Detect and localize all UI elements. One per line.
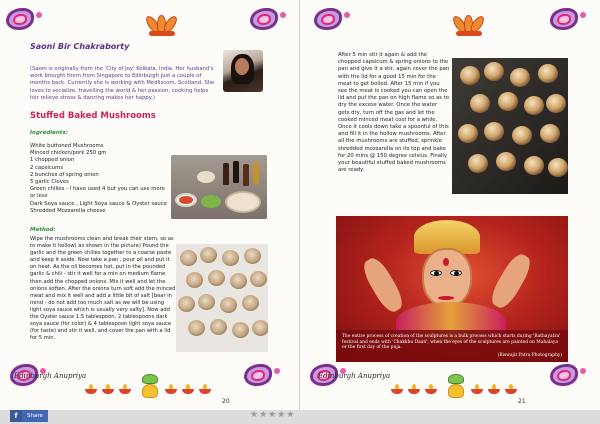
list-item: Minced chicken/pork 250 gm bbox=[30, 150, 107, 157]
share-label: Share bbox=[22, 410, 48, 422]
photo-caption-text: The entire process of creation of the sculptures is a bulk process which starts during 'Rathayatra' festival and ends with 'Chakkhu Daan', when the eyes of the sculptures are painted on Mahalaya or the first day of the puja. bbox=[342, 333, 561, 351]
ingredients-list bbox=[30, 143, 170, 215]
list-item: White buttoned Mushrooms bbox=[30, 143, 104, 149]
diya-icon bbox=[487, 384, 501, 394]
method-text: Wipe the mushrooms clean and break their stem, so as to make it hollow( as shown in the picture) Pound the garlic and the green chilies together to a coarse paste and keep it aside. Now take a pan , pour oil and put it on heat. As the oil becomes hot, put in the pounded garlic & chili - stir it well for a min on medium flame then add the chopped onions. Mix it well and let the onions soften. After the onions turn soft add the minced meat and mix it well and add a little bit of salt [bear in mind - do not add too much salt as we will be using light soya sauce which is usually very salty]. Now add the Oyster sauce 1.5 tablespoon, 2 tablespoons dark soya sauce (for color) & 4 tablespoon light soya sauce (for taste) and stir it well, and cover the pan with a lid for 5 min. bbox=[30, 236, 176, 342]
diya-icon bbox=[164, 384, 178, 394]
list-item: 1 chopped onion bbox=[30, 157, 75, 164]
photo-credit: (Biswajit Patra Photography) bbox=[497, 353, 562, 359]
diya-icon bbox=[504, 384, 518, 394]
paisley-ornament-icon bbox=[10, 364, 52, 398]
paisley-ornament-icon bbox=[250, 8, 292, 42]
diya-border bbox=[470, 384, 518, 394]
left-page bbox=[0, 0, 300, 410]
paisley-ornament-icon bbox=[244, 364, 286, 398]
diya-border bbox=[390, 384, 438, 394]
diya-icon bbox=[390, 384, 404, 394]
list-item: 2 bunches of spring onion bbox=[30, 171, 99, 178]
list-item: Dark Soya sauce , Light Soya sauce & Oyster sauce bbox=[30, 200, 167, 207]
diya-icon bbox=[118, 384, 132, 394]
rating-stars[interactable]: ★★★★★ bbox=[250, 410, 296, 420]
bell-ornament-icon bbox=[446, 374, 466, 404]
list-item: 2 capsicums bbox=[30, 164, 63, 171]
lotus-ornament-icon bbox=[145, 10, 179, 36]
diya-icon bbox=[407, 384, 421, 394]
diya-border bbox=[164, 384, 212, 394]
facebook-icon: f bbox=[10, 410, 22, 422]
baked-mushrooms-photo bbox=[452, 58, 568, 194]
list-item: Shredded Mozzarella cheese bbox=[30, 207, 106, 214]
ingredients-heading: Ingredients: bbox=[30, 130, 68, 136]
bell-ornament-icon bbox=[140, 374, 160, 404]
hollow-mushrooms-photo bbox=[176, 244, 268, 352]
list-item: 5 garlic Cloves bbox=[30, 179, 69, 186]
right-page bbox=[300, 0, 600, 410]
diya-icon bbox=[198, 384, 212, 394]
facebook-share-button[interactable] bbox=[10, 410, 48, 422]
footer-logo: Edinburgh Anupriya bbox=[14, 372, 87, 380]
diya-icon bbox=[84, 384, 98, 394]
recipe-title: Stuffed Baked Mushrooms bbox=[30, 111, 156, 121]
author-portrait bbox=[223, 50, 263, 92]
author-bio: (Saoni is originally from the 'City of Joy' Kolkata, India. Her husband's work brought them from Singapore to Edinburgh just a couple of months back. Currently she is working with Medliscom, Scotland. She loves to socialize, travelling the world & her passion, cooking helps her relieve stress & dancing makes her happy.) bbox=[30, 66, 215, 101]
page-number: 21 bbox=[518, 398, 526, 405]
method-continuation: After 5 min stir it again & add the chopped capsicum & spring onions to the pan and give it a stir, again cover the pan with the lid for a good 15 min for the meat to get boiled. After 15 min if you see the meat is cooked you can open the lid and put the pan on high flame so as to dry the excess water. Once the water gets dry, turn off the gas and let the cooked minced meat cool for a while. Once it cools down take a spoonful of this and fill it in the hollow mushrooms. After all the mushrooms are stuffed, sprinkle shredded mozzarella on its top and bake for 20 mins @ 150 degree celsius. Finally your beautiful stuffed baked mushrooms are ready. bbox=[338, 52, 450, 174]
paisley-ornament-icon bbox=[310, 364, 352, 398]
diya-icon bbox=[470, 384, 484, 394]
footer-logo: Edinburgh Anupriya bbox=[318, 372, 391, 380]
author-name: Saoni Bir Chakraborty bbox=[30, 42, 130, 51]
method-heading: Method: bbox=[30, 227, 56, 233]
list-item: Green chilies - I have used 4 but you can use more or less bbox=[30, 186, 165, 200]
diya-icon bbox=[424, 384, 438, 394]
paisley-ornament-icon bbox=[6, 8, 48, 42]
lotus-ornament-icon bbox=[452, 10, 486, 36]
paisley-ornament-icon bbox=[550, 8, 592, 42]
durga-sculpture-photo bbox=[336, 216, 568, 362]
paisley-ornament-icon bbox=[314, 8, 356, 42]
diya-icon bbox=[181, 384, 195, 394]
diya-border bbox=[84, 384, 132, 394]
diya-icon bbox=[101, 384, 115, 394]
page-number: 20 bbox=[222, 398, 230, 405]
photo-caption bbox=[336, 330, 568, 362]
paisley-ornament-icon bbox=[550, 364, 592, 398]
ingredients-photo bbox=[171, 155, 267, 219]
